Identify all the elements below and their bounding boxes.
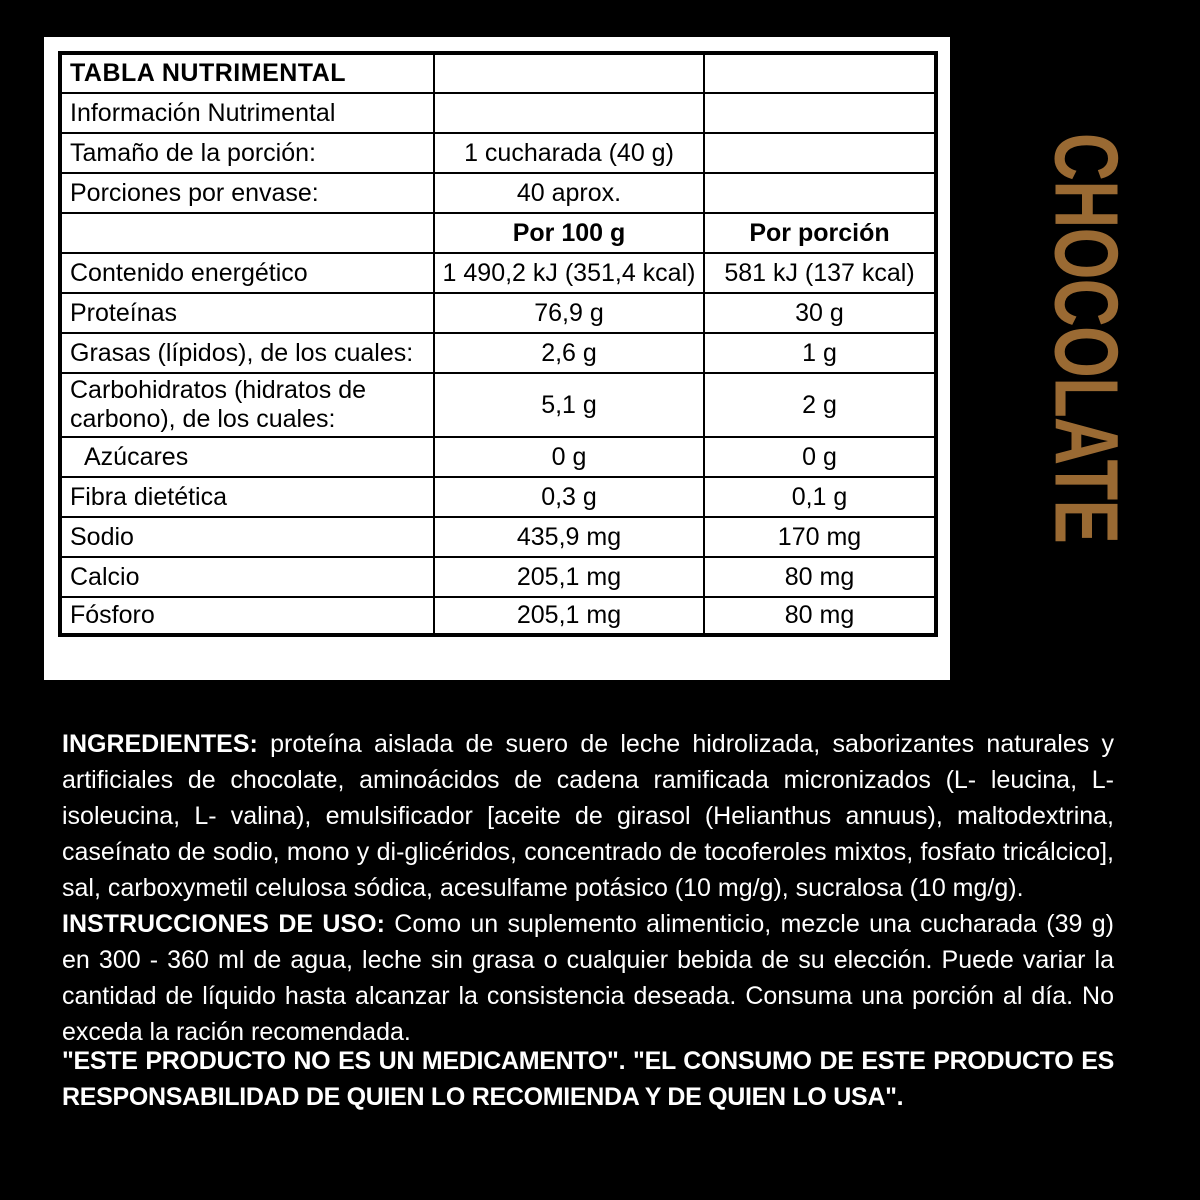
table-row-fat bbox=[60, 333, 936, 373]
empty-cell bbox=[704, 133, 936, 173]
servings-per-container-label: Porciones por envase: bbox=[60, 173, 434, 213]
table-row-subtitle bbox=[60, 93, 936, 133]
nutrient-label: Grasas (lípidos), de los cuales: bbox=[60, 333, 434, 373]
table-row-serving-size bbox=[60, 133, 936, 173]
table-row-column-headers bbox=[60, 213, 936, 253]
nutrition-table bbox=[58, 51, 938, 637]
table-row-fiber bbox=[60, 477, 936, 517]
nutrient-per-100: 435,9 mg bbox=[434, 517, 704, 557]
nutrient-per-100: 0,3 g bbox=[434, 477, 704, 517]
table-row-carbohydrates bbox=[60, 373, 936, 437]
instructions-text: Como un suplemento alimenticio, mezcle una cucharada (39 g) en 300 - 360 ml de agua, leche sin grasa o cualquier bebida de su elección. Puede variar la cantidad de líquido hasta alcanzar la consistencia deseada. Consuma una porción al día. No exceda la ración recomendada. bbox=[62, 910, 1114, 1046]
per-portion-header: Por porción bbox=[704, 213, 936, 253]
nutrition-panel bbox=[44, 37, 950, 680]
nutrient-per-portion: 0 g bbox=[704, 437, 936, 477]
empty-cell bbox=[434, 93, 704, 133]
nutrient-per-portion: 2 g bbox=[704, 373, 936, 437]
table-row-energy bbox=[60, 253, 936, 293]
empty-cell bbox=[434, 53, 704, 93]
instructions-heading: INSTRUCCIONES DE USO: bbox=[62, 910, 385, 938]
flavor-label: CHOCOLATE bbox=[1035, 132, 1136, 544]
nutrient-per-100: 0 g bbox=[434, 437, 704, 477]
table-row-servings-per-container bbox=[60, 173, 936, 213]
table-row-sugars bbox=[60, 437, 936, 477]
serving-size-value: 1 cucharada (40 g) bbox=[434, 133, 704, 173]
nutrient-per-100: 5,1 g bbox=[434, 373, 704, 437]
table-row-calcium bbox=[60, 557, 936, 597]
nutrient-per-100: 205,1 mg bbox=[434, 597, 704, 635]
ingredients-heading: INGREDIENTES: bbox=[62, 730, 258, 758]
nutrient-label: Contenido energético bbox=[60, 253, 434, 293]
empty-cell bbox=[704, 93, 936, 133]
nutrient-per-100: 76,9 g bbox=[434, 293, 704, 333]
table-subtitle: Información Nutrimental bbox=[60, 93, 434, 133]
table-row-title bbox=[60, 53, 936, 93]
ingredients-paragraph bbox=[62, 726, 1114, 906]
nutrient-label: Fibra dietética bbox=[60, 477, 434, 517]
servings-per-container-value: 40 aprox. bbox=[434, 173, 704, 213]
nutrient-per-portion: 0,1 g bbox=[704, 477, 936, 517]
nutrient-per-portion: 80 mg bbox=[704, 557, 936, 597]
table-row-protein bbox=[60, 293, 936, 333]
nutrient-per-portion: 1 g bbox=[704, 333, 936, 373]
nutrient-label: Azúcares bbox=[60, 437, 434, 477]
nutrient-per-portion: 80 mg bbox=[704, 597, 936, 635]
nutrient-label: Fósforo bbox=[60, 597, 434, 635]
empty-cell bbox=[60, 213, 434, 253]
empty-cell bbox=[704, 173, 936, 213]
table-row-sodium bbox=[60, 517, 936, 557]
nutrient-label: Carbohidratos (hidratos de carbono), de los cuales: bbox=[60, 373, 434, 437]
nutrient-per-portion: 170 mg bbox=[704, 517, 936, 557]
nutrient-per-portion: 30 g bbox=[704, 293, 936, 333]
table-row-phosphorus bbox=[60, 597, 936, 635]
nutrient-per-portion: 581 kJ (137 kcal) bbox=[704, 253, 936, 293]
empty-cell bbox=[704, 53, 936, 93]
nutrient-per-100: 2,6 g bbox=[434, 333, 704, 373]
nutrient-label: Calcio bbox=[60, 557, 434, 597]
per-100g-header: Por 100 g bbox=[434, 213, 704, 253]
ingredients-text: proteína aislada de suero de leche hidrolizada, saborizantes naturales y artificiales de chocolate, aminoácidos de cadena ramificada micronizados (L- leucina, L- isoleucina, L- valina), emulsificador [aceite de girasol (Helianthus annuus), maltodextrina, caseínato de sodio, mono y di-glicéridos, concentrado de tocoferoles mixtos, fosfato tricálcico], sal, carboxymetil celulosa sódica, acesulfame potásico (10 mg/g), sucralosa (10 mg/g). bbox=[62, 730, 1114, 902]
serving-size-label: Tamaño de la porción: bbox=[60, 133, 434, 173]
table-title: TABLA NUTRIMENTAL bbox=[60, 53, 434, 93]
disclaimer-paragraph: "ESTE PRODUCTO NO ES UN MEDICAMENTO". "EL CONSUMO DE ESTE PRODUCTO ES RESPONSABILIDAD DE QUIEN LO RECOMIENDA Y DE QUIEN LO USA". bbox=[62, 1047, 1114, 1111]
nutrient-per-100: 205,1 mg bbox=[434, 557, 704, 597]
nutrient-label: Sodio bbox=[60, 517, 434, 557]
nutrient-label: Proteínas bbox=[60, 293, 434, 333]
nutrient-per-100: 1 490,2 kJ (351,4 kcal) bbox=[434, 253, 704, 293]
instructions-paragraph bbox=[62, 906, 1114, 1050]
